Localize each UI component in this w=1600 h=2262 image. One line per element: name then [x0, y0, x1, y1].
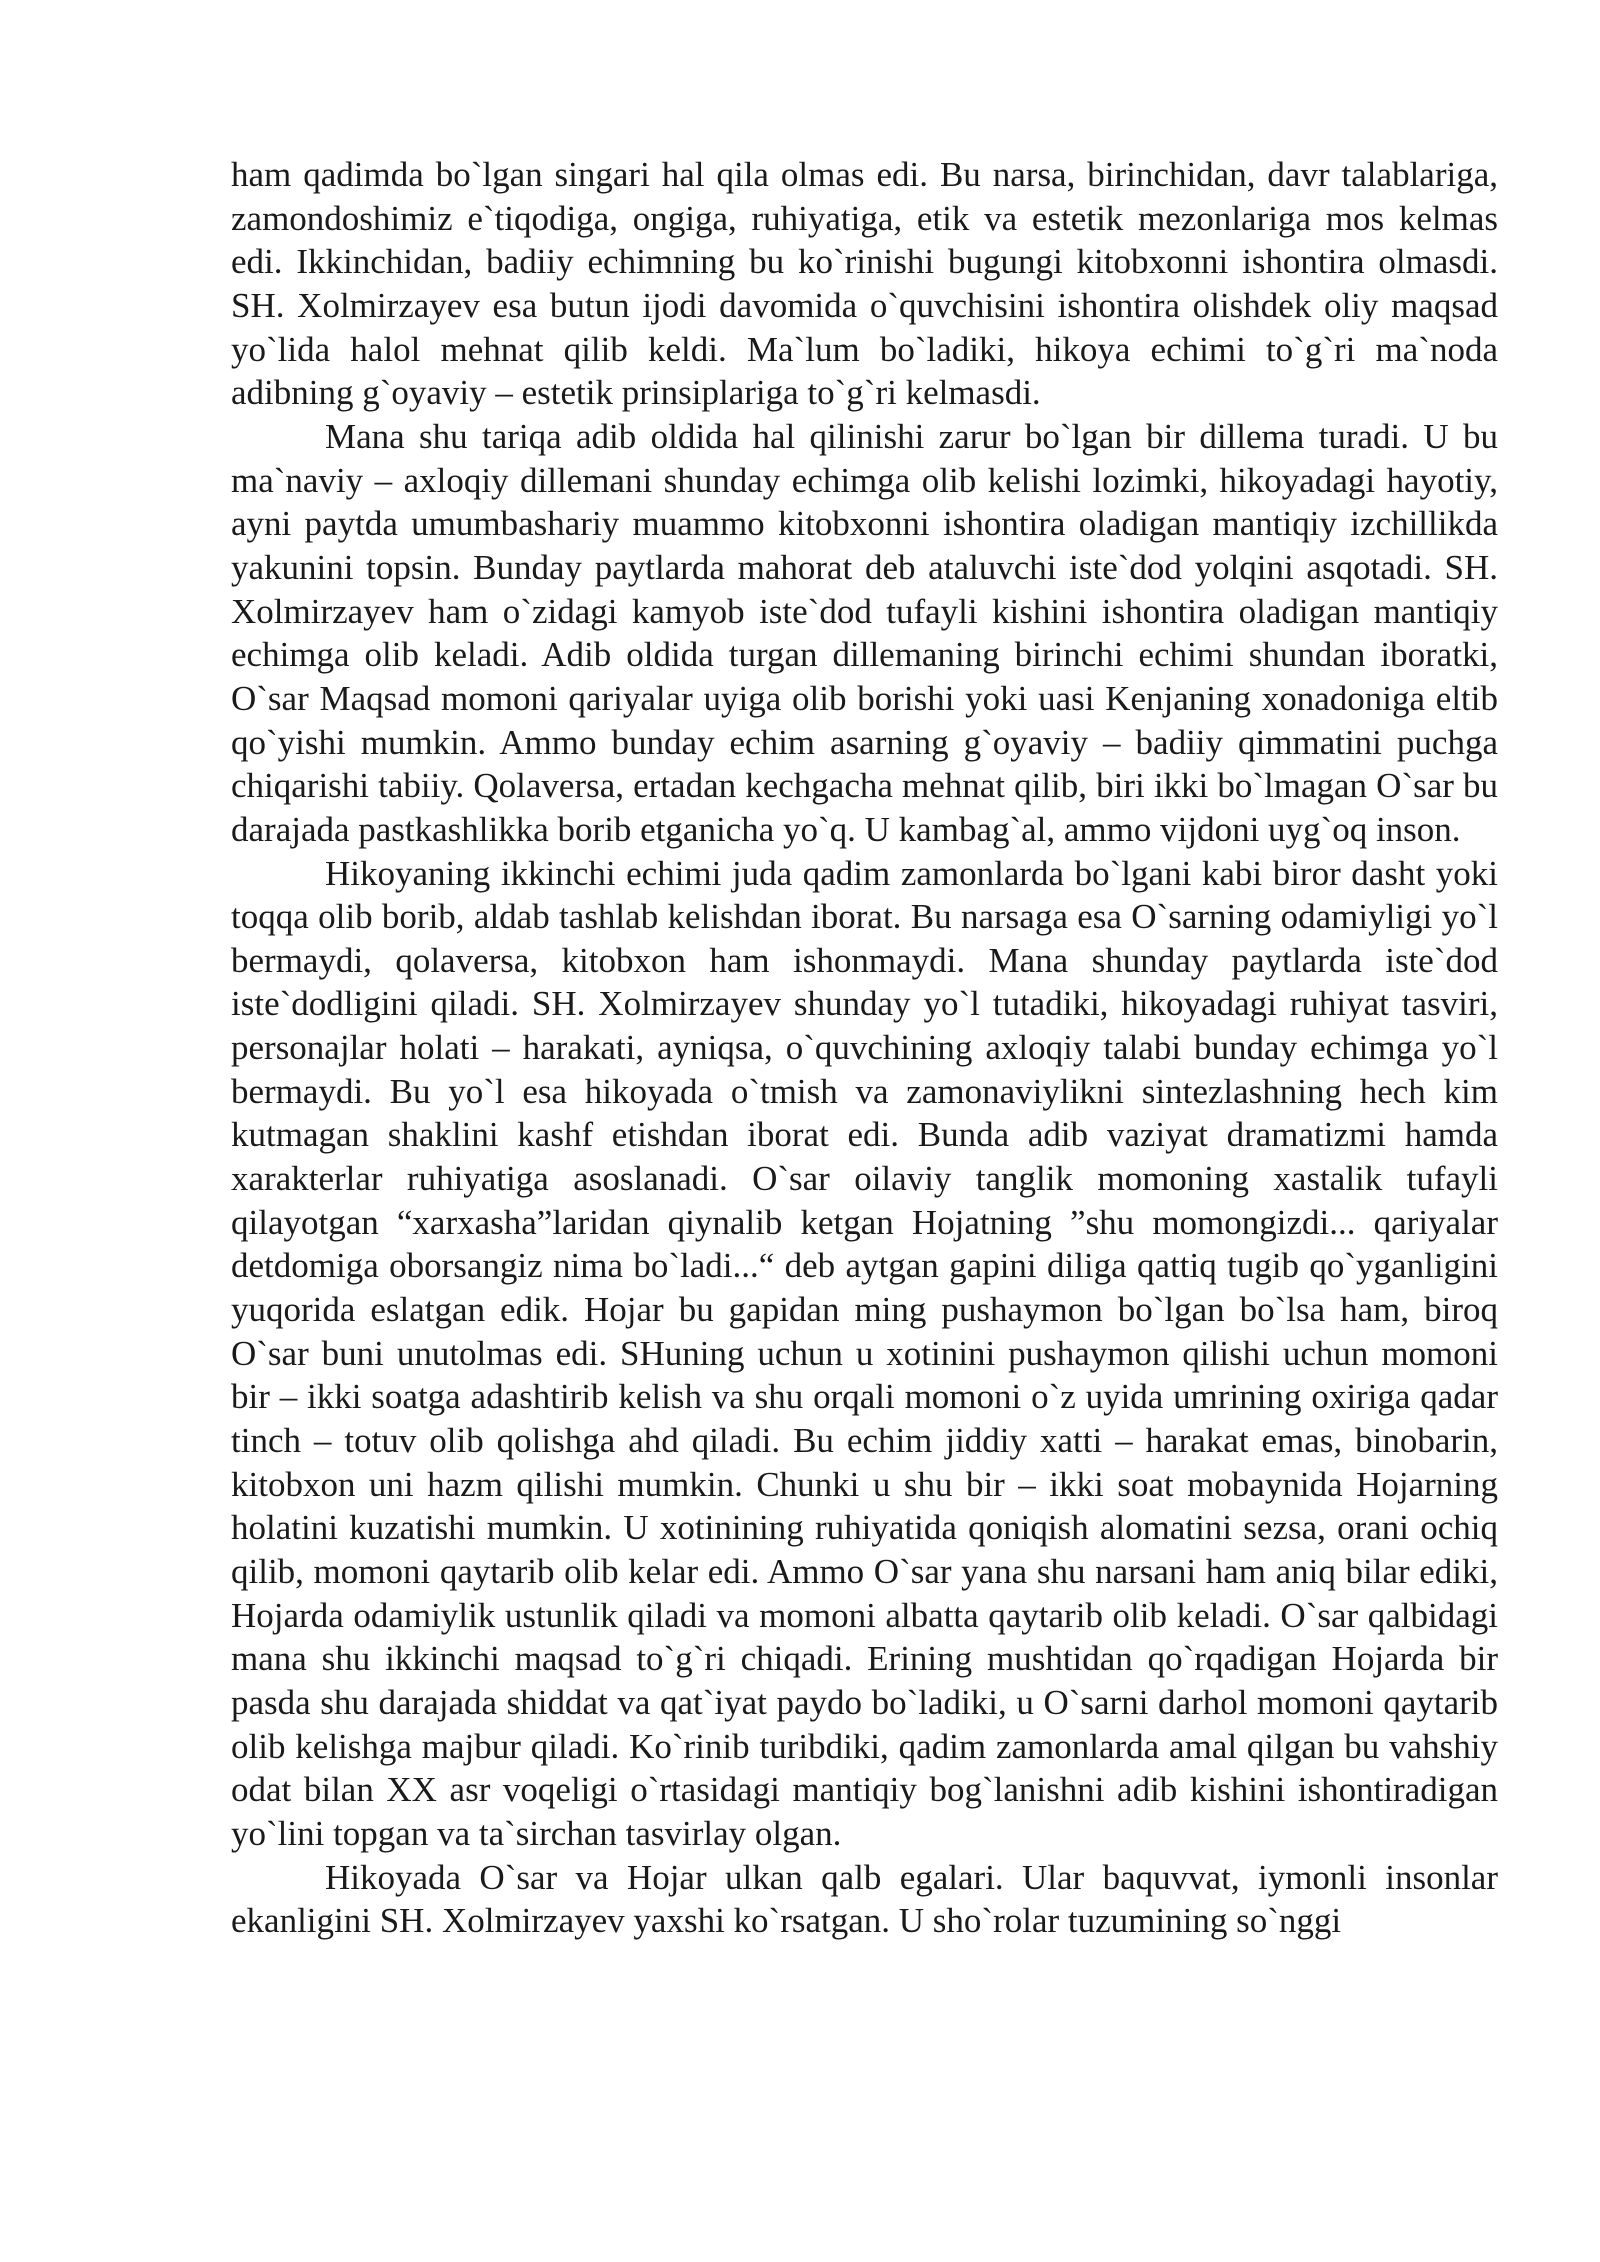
paragraph-1: ham qadimda bo`lgan singari hal qila olmas edi. Bu narsa, birinchidan, davr talablariga, zamondoshimiz e`tiqodiga, ongiga, ruhiyatiga, etik va estetik mezonlariga mos kelmas edi. Ikkinchidan, badiiy echimning bu ko`rinishi bugungi kitobxonni ishontira olmasdi. SH. Xolmirzayev esa butun ijodi davomida o`quvchisini ishontira olishdek oliy maqsad yo`lida halol mehnat qilib keldi. Ma`lum bo`ladiki, hikoya echimi to`g`ri ma`noda adibning g`oyaviy – estetik prinsiplariga to`g`ri kelmasdi. [231, 155, 1498, 413]
body-text [231, 153, 1498, 1943]
paragraph-3: Hikoyaning ikkinchi echimi juda qadim zamonlarda bo`lgani kabi biror dasht yoki toqqa olib borib, aldab tashlab kelishdan iborat. Bu narsaga esa O`sarning odamiyligi yo`l bermaydi, qolaversa, kitobxon ham ishonmaydi. Mana shunday paytlarda iste`dod iste`dodligini qiladi. SH. Xolmirzayev shunday yo`l tutadiki, hikoyadagi ruhiyat tasviri, personajlar holati – harakati, ayniqsa, o`quvchining axloqiy talabi bunday echimga yo`l bermaydi. Bu yo`l esa hikoyada o`tmish va zamonaviylikni sintezlashning hech kim kutmagan shaklini kashf etishdan iborat edi. Bunda adib vaziyat dramatizmi hamda xarakterlar ruhiyatiga asoslanadi. O`sar oilaviy tanglik momoning xastalik tufayli qilayotgan “xarxasha”laridan qiynalib ketgan Hojatning ”shu momongizdi... qariyalar detdomiga oborsangiz nima bo`ladi...“ deb aytgan gapini diliga qattiq tugib qo`yganligini yuqorida eslatgan edik. Hojar bu gapidan ming pushaymon bo`lgan bo`lsa ham, biroq O`sar buni unutolmas edi. SHuning uchun u xotinini pushaymon qilishi uchun momoni bir – ikki soatga adashtirib kelish va shu orqali momoni o`z uyida umrining oxiriga qadar tinch – totuv olib qolishga ahd qiladi. Bu echim jiddiy xatti – harakat emas, binobarin, kitobxon uni hazm qilishi mumkin. Chunki u shu bir – ikki soat mobaynida Hojarning holatini kuzatishi mumkin. U xotinining ruhiyatida qoniqish alomatini sezsa, orani ochiq qilib, momoni qaytarib olib kelar edi. Ammo O`sar yana shu narsani ham aniq bilar ediki, Hojarda odamiylik ustunlik qiladi va momoni albatta qaytarib olib keladi. O`sar qalbidagi mana shu ikkinchi maqsad to`g`ri chiqadi. Erining mushtidan qo`rqadigan Hojarda bir pasda shu darajada shiddat va qat`iyat paydo bo`ladiki, u O`sarni darhol momoni qaytarib olib kelishga majbur qiladi. Ko`rinib turibdiki, qadim zamonlarda amal qilgan bu vahshiy odat bilan XX asr voqeligi o`rtasidagi mantiqiy bog`lanishni adib kishini ishontiradigan yo`lini topgan va ta`sirchan tasvirlay olgan. [231, 853, 1498, 1853]
paragraph-4: Hikoyada O`sar va Hojar ulkan qalb egalari. Ular baquvvat, iymonli insonlar ekanligini SH. Xolmirzayev yaxshi ko`rsatgan. U sho`rolar tuzumining so`nggi [231, 1857, 1498, 1941]
paragraph-2: Mana shu tariqa adib oldida hal qilinishi zarur bo`lgan bir dillema turadi. U bu ma`naviy – axloqiy dillemani shunday echimga olib kelishi lozimki, hikoyadagi hayotiy, ayni paytda umumbashariy muammo kitobxonni ishontira oladigan mantiqiy izchillikda yakunini topsin. Bunday paytlarda mahorat deb ataluvchi iste`dod yolqini asqotadi. SH. Xolmirzayev ham o`zidagi kamyob iste`dod tufayli kishini ishontira oladigan mantiqiy echimga olib keladi. Adib oldida turgan dillemaning birinchi echimi shundan iboratki, O`sar Maqsad momoni qariyalar uyiga olib borishi yoki uasi Kenjaning xonadoniga eltib qo`yishi mumkin. Ammo bunday echim asarning g`oyaviy – badiiy qimmatini puchga chiqarishi tabiiy. Qolaversa, ertadan kechgacha mehnat qilib, biri ikki bo`lmagan O`sar bu darajada pastkashlikka borib etganicha yo`q. U kambag`al, ammo vijdoni uyg`oq inson. [231, 416, 1498, 849]
